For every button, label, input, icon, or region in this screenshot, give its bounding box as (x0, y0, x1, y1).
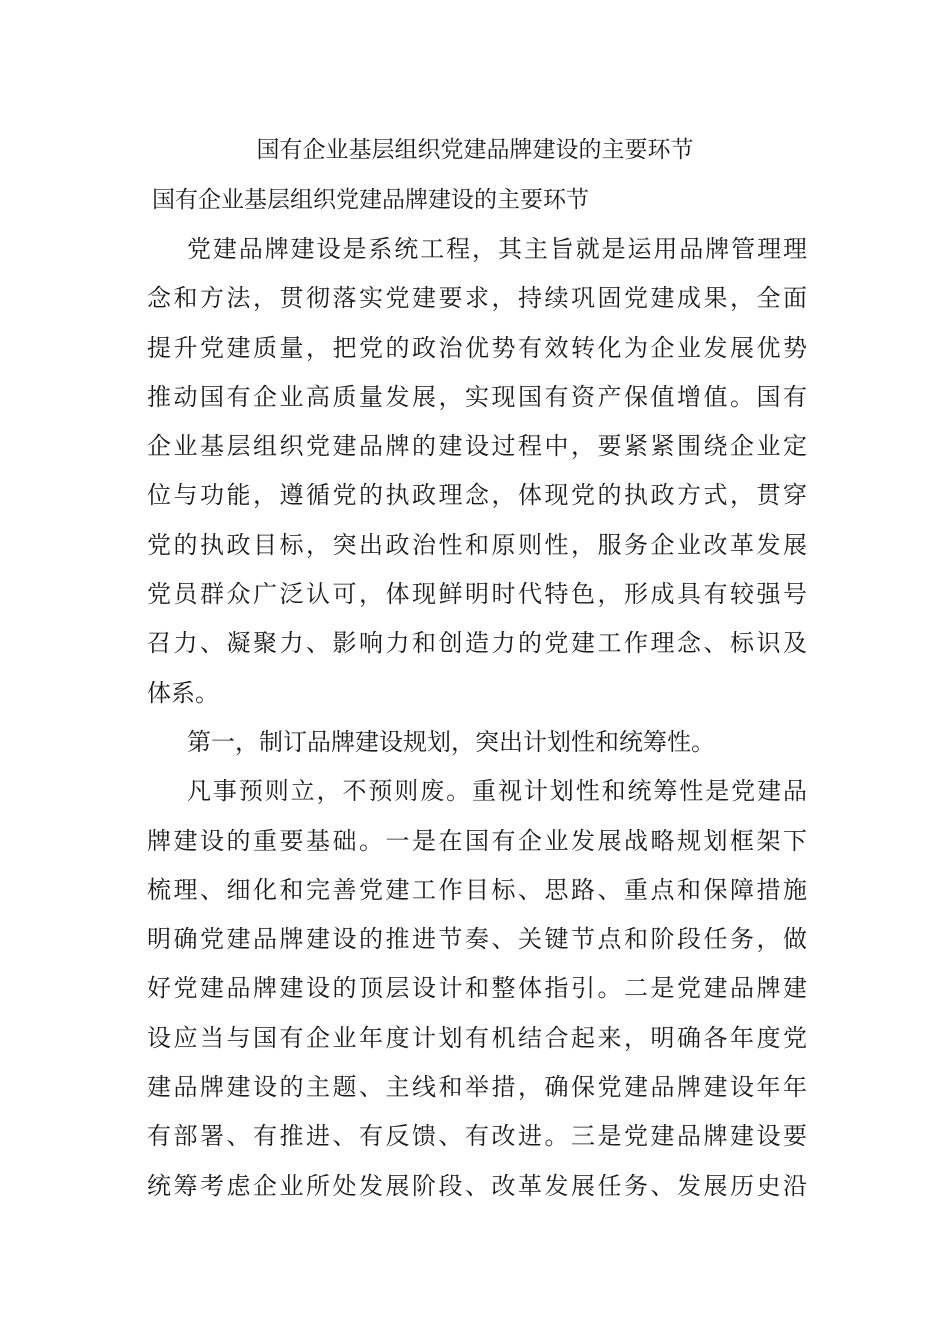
document-subtitle: 国有企业基层组织党建品牌建设的主要环节 (152, 187, 589, 213)
body-line: 党的执政目标，突出政治性和原则性，服务企业改革发展 (147, 530, 807, 559)
body-line: 体系。 (147, 678, 219, 707)
body-line: 召力、凝聚力、影响力和创造力的党建工作理念、标识及 (147, 629, 807, 658)
body-line: 凡事预则立，不预则废。重视计划性和统筹性是党建品 (187, 777, 807, 806)
body-line: 设应当与国有企业年度计划有机结合起来，明确各年度党 (147, 1023, 807, 1052)
body-line: 念和方法，贯彻落实党建要求，持续巩固党建成果，全面 (147, 284, 807, 313)
body-line: 明确党建品牌建设的推进节奏、关键节点和阶段任务，做 (147, 925, 807, 954)
document-title: 国有企业基层组织党建品牌建设的主要环节 (256, 137, 694, 163)
body-line: 企业基层组织党建品牌的建设过程中，要紧紧围绕企业定 (147, 432, 807, 461)
document-body (147, 231, 807, 1217)
body-line: 梳理、细化和完善党建工作目标、思路、重点和保障措施 (147, 875, 807, 904)
body-line: 第一，制订品牌建设规划，突出计划性和统筹性。 (187, 727, 715, 756)
body-line: 建品牌建设的主题、主线和举措，确保党建品牌建设年年 (147, 1073, 807, 1102)
body-line: 牌建设的重要基础。一是在国有企业发展战略规划框架下 (147, 826, 807, 855)
body-line: 提升党建质量，把党的政治优势有效转化为企业发展优势 (147, 333, 807, 362)
body-line: 推动国有企业高质量发展，实现国有资产保值增值。国有 (147, 382, 807, 411)
body-line: 统筹考虑企业所处发展阶段、改革发展任务、发展历史沿 (147, 1171, 807, 1200)
body-line: 党建品牌建设是系统工程，其主旨就是运用品牌管理理 (187, 235, 807, 263)
body-line: 党员群众广泛认可，体现鲜明时代特色，形成具有较强号 (147, 580, 807, 609)
body-line: 位与功能，遵循党的执政理念，体现党的执政方式，贯穿 (147, 481, 807, 510)
body-line: 有部署、有推进、有反馈、有改进。三是党建品牌建设要 (147, 1122, 807, 1151)
body-line: 好党建品牌建设的顶层设计和整体指引。二是党建品牌建 (147, 974, 807, 1003)
